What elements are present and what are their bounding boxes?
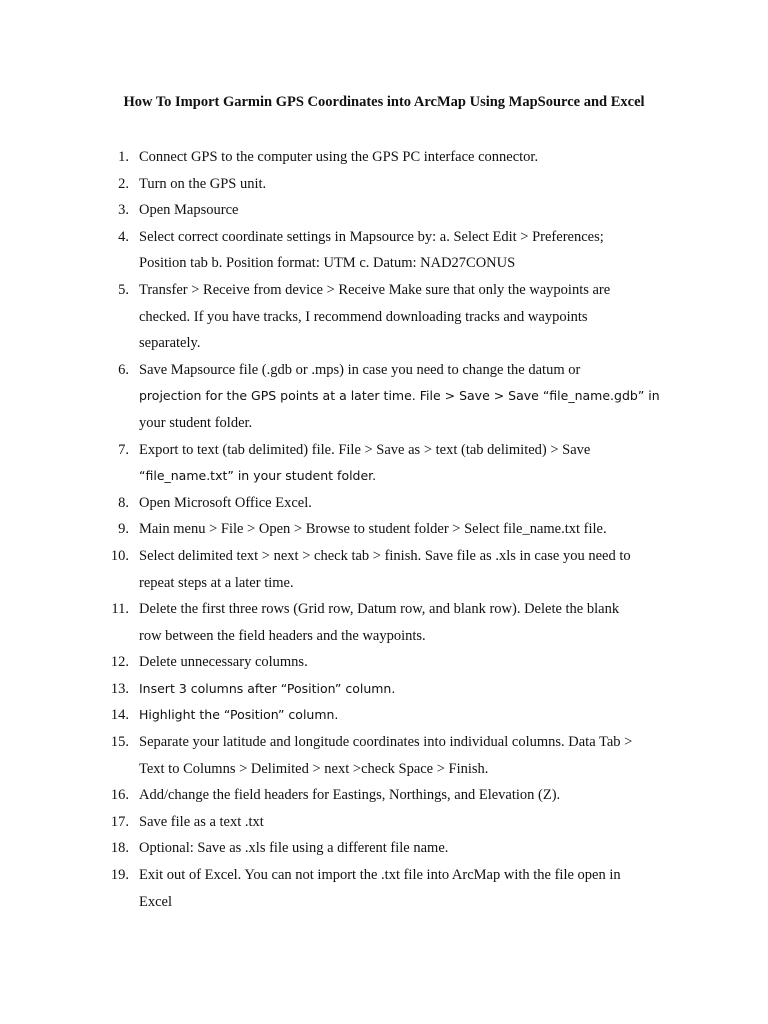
step-text-line: Delete the first three rows (Grid row, Datum row, and blank row). Delete the blank xyxy=(139,601,620,618)
document-title: How To Import Garmin GPS Coordinates into ArcMap Using MapSource and Excel xyxy=(123,94,645,110)
step-text-line: Excel xyxy=(139,893,173,910)
step-text-line: row between the field headers and the waypoints. xyxy=(139,627,426,644)
step-text-line: repeat steps at a later time. xyxy=(139,574,294,591)
step-item xyxy=(0,516,679,543)
step-number: 11. xyxy=(111,601,129,618)
step-item xyxy=(0,277,679,357)
step-item xyxy=(0,197,679,224)
step-text-line: Delete unnecessary columns. xyxy=(139,654,308,671)
step-item xyxy=(0,649,679,676)
step-number: 12. xyxy=(110,654,129,671)
step-number: 19. xyxy=(110,867,129,884)
step-text-line: Export to text (tab delimited) file. File > Save as > text (tab delimited) > Save xyxy=(139,441,591,458)
step-text-line: Save file as a text .txt xyxy=(139,813,264,830)
step-item xyxy=(0,144,679,171)
step-number: 9. xyxy=(118,521,129,538)
step-text-line: Insert 3 columns after “Position” column. xyxy=(139,680,396,696)
step-number: 18. xyxy=(110,840,129,857)
step-item xyxy=(0,437,679,490)
step-number: 3. xyxy=(118,202,129,219)
step-number: 2. xyxy=(118,175,129,192)
step-text-line: Text to Columns > Delimited > next >check Space > Finish. xyxy=(139,760,489,777)
step-text-line: Add/change the field headers for Eastings, Northings, and Elevation (Z). xyxy=(139,787,561,804)
step-number: 6. xyxy=(118,361,129,378)
step-text-line: separately. xyxy=(139,335,201,352)
step-item xyxy=(0,357,679,437)
step-text-line: Select correct coordinate settings in Mapsource by: a. Select Edit > Preferences; xyxy=(139,228,604,245)
step-number: 14. xyxy=(110,707,129,724)
step-number: 8. xyxy=(118,494,129,511)
step-text-line: Optional: Save as .xls file using a different file name. xyxy=(139,840,449,857)
step-text-line: your student folder. xyxy=(139,414,253,431)
step-text-line: Turn on the GPS unit. xyxy=(139,175,267,192)
step-text-line: Save Mapsource file (.gdb or .mps) in case you need to change the datum or xyxy=(139,361,581,378)
step-number: 7. xyxy=(118,441,129,458)
step-number: 15. xyxy=(110,734,129,751)
step-item xyxy=(0,224,679,277)
step-item xyxy=(0,809,679,836)
step-item xyxy=(0,676,679,703)
step-text-line: Connect GPS to the computer using the GPS PC interface connector. xyxy=(139,149,539,165)
step-number: 13. xyxy=(110,680,129,697)
step-text-line: Highlight the “Position” column. xyxy=(139,707,339,723)
step-item xyxy=(0,543,679,596)
step-number: 5. xyxy=(118,281,129,298)
step-text-line: Transfer > Receive from device > Receive Make sure that only the waypoints are xyxy=(139,281,611,298)
step-text-line: Open Microsoft Office Excel. xyxy=(139,494,312,511)
step-text-line: Position tab b. Position format: UTM c. Datum: NAD27CONUS xyxy=(139,255,516,272)
step-item xyxy=(0,702,679,729)
steps-list xyxy=(0,144,679,915)
step-item xyxy=(0,835,679,862)
step-item xyxy=(0,596,679,649)
step-number: 10. xyxy=(110,547,129,564)
step-number: 16. xyxy=(110,787,129,804)
step-text-line: “file_name.txt” in your student folder. xyxy=(139,468,377,484)
step-text-line: Select delimited text > next > check tab > finish. Save file as .xls in case you need to xyxy=(139,547,631,564)
step-text-line: checked. If you have tracks, I recommend downloading tracks and waypoints xyxy=(139,308,588,325)
step-item xyxy=(0,782,679,809)
step-number: 1. xyxy=(118,149,129,165)
step-text-line: Main menu > File > Open > Browse to student folder > Select file_name.txt file. xyxy=(139,521,607,538)
step-text-line: Open Mapsource xyxy=(139,202,239,219)
step-text-line: projection for the GPS points at a later time. File > Save > Save “file_name.gdb” in xyxy=(139,388,660,404)
step-item xyxy=(0,490,679,517)
step-item xyxy=(0,171,679,198)
step-item xyxy=(0,862,679,915)
step-number: 17. xyxy=(110,813,129,830)
step-number: 4. xyxy=(118,228,129,245)
step-text-line: Separate your latitude and longitude coordinates into individual columns. Data Tab > xyxy=(139,734,633,751)
step-item xyxy=(0,729,679,782)
step-text-line: Exit out of Excel. You can not import the .txt file into ArcMap with the file open in xyxy=(139,867,621,884)
